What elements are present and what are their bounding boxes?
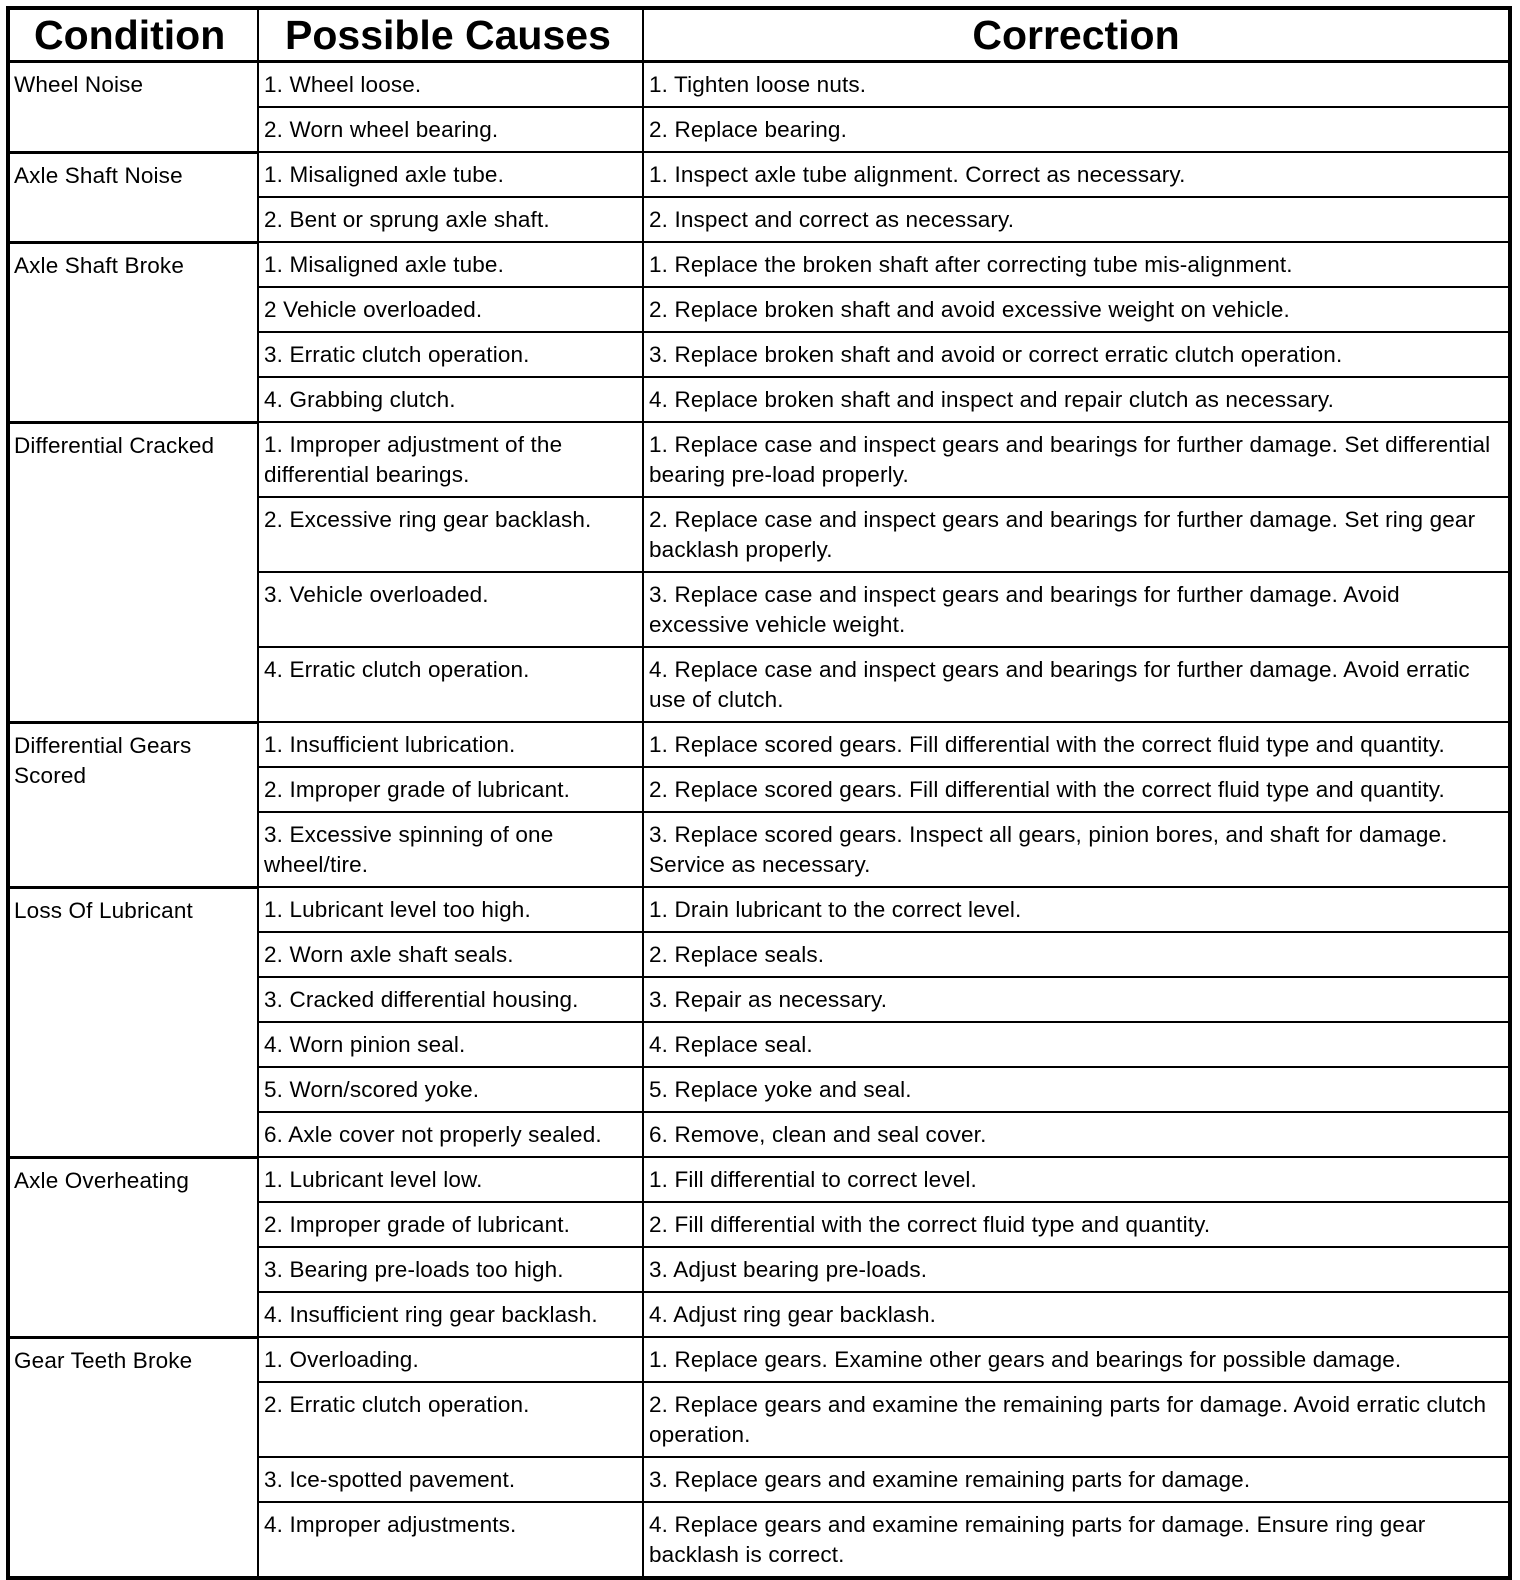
correction-cell: 3. Adjust bearing pre-loads. <box>643 1247 1510 1292</box>
cause-cell: 3. Ice-spotted pavement. <box>258 1457 643 1502</box>
correction-cell: 2. Replace broken shaft and avoid excessive weight on vehicle. <box>643 287 1510 332</box>
table-row <box>8 887 1510 932</box>
correction-cell: 1. Fill differential to correct level. <box>643 1157 1510 1202</box>
cause-cell: 4. Worn pinion seal. <box>258 1022 643 1067</box>
correction-cell: 4. Adjust ring gear backlash. <box>643 1292 1510 1337</box>
correction-cell: 6. Remove, clean and seal cover. <box>643 1112 1510 1157</box>
cause-cell: 1. Lubricant level too high. <box>258 887 643 932</box>
correction-cell: 2. Fill differential with the correct fluid type and quantity. <box>643 1202 1510 1247</box>
diagnosis-page <box>6 6 1508 1567</box>
correction-cell: 3. Repair as necessary. <box>643 977 1510 1022</box>
correction-cell: 1. Tighten loose nuts. <box>643 62 1510 108</box>
table-row <box>8 152 1510 197</box>
header-correction: Correction <box>643 8 1510 62</box>
condition-cell: Axle Overheating <box>8 1157 258 1337</box>
cause-cell: 3. Cracked differential housing. <box>258 977 643 1022</box>
condition-cell: Differential Cracked <box>8 422 258 722</box>
correction-cell: 3. Replace case and inspect gears and bearings for further damage. Avoid excessive vehicle weight. <box>643 572 1510 647</box>
header-possible-causes: Possible Causes <box>258 8 643 62</box>
correction-cell: 1. Replace case and inspect gears and bearings for further damage. Set differential bearing pre-load properly. <box>643 422 1510 497</box>
correction-cell: 4. Replace broken shaft and inspect and repair clutch as necessary. <box>643 377 1510 422</box>
table-row <box>8 242 1510 287</box>
condition-cell: Differential Gears Scored <box>8 722 258 887</box>
correction-cell: 1. Replace gears. Examine other gears and bearings for possible damage. <box>643 1337 1510 1382</box>
correction-cell: 2. Replace gears and examine the remaining parts for damage. Avoid erratic clutch operation. <box>643 1382 1510 1457</box>
table-row <box>8 62 1510 108</box>
correction-cell: 1. Inspect axle tube alignment. Correct as necessary. <box>643 152 1510 197</box>
table-row <box>8 1337 1510 1382</box>
table-row <box>8 1157 1510 1202</box>
correction-cell: 1. Replace scored gears. Fill differential with the correct fluid type and quantity. <box>643 722 1510 767</box>
cause-cell: 3. Erratic clutch operation. <box>258 332 643 377</box>
cause-cell: 3. Bearing pre-loads too high. <box>258 1247 643 1292</box>
cause-cell: 4. Insufficient ring gear backlash. <box>258 1292 643 1337</box>
condition-cell: Axle Shaft Broke <box>8 242 258 422</box>
cause-cell: 5. Worn/scored yoke. <box>258 1067 643 1112</box>
correction-cell: 5. Replace yoke and seal. <box>643 1067 1510 1112</box>
cause-cell: 6. Axle cover not properly sealed. <box>258 1112 643 1157</box>
cause-cell: 1. Insufficient lubrication. <box>258 722 643 767</box>
header-row <box>8 8 1510 62</box>
cause-cell: 4. Grabbing clutch. <box>258 377 643 422</box>
cause-cell: 2. Excessive ring gear backlash. <box>258 497 643 572</box>
correction-cell: 2. Replace case and inspect gears and bearings for further damage. Set ring gear backlash properly. <box>643 497 1510 572</box>
correction-cell: 2. Replace scored gears. Fill differential with the correct fluid type and quantity. <box>643 767 1510 812</box>
correction-cell: 2. Replace seals. <box>643 932 1510 977</box>
cause-cell: 2. Worn axle shaft seals. <box>258 932 643 977</box>
cause-cell: 2 Vehicle overloaded. <box>258 287 643 332</box>
cause-cell: 1. Misaligned axle tube. <box>258 152 643 197</box>
correction-cell: 2. Replace bearing. <box>643 107 1510 152</box>
condition-cell: Gear Teeth Broke <box>8 1337 258 1578</box>
cause-cell: 1. Overloading. <box>258 1337 643 1382</box>
cause-cell: 3. Vehicle overloaded. <box>258 572 643 647</box>
correction-cell: 2. Inspect and correct as necessary. <box>643 197 1510 242</box>
cause-cell: 4. Improper adjustments. <box>258 1502 643 1578</box>
correction-cell: 4. Replace case and inspect gears and bearings for further damage. Avoid erratic use of clutch. <box>643 647 1510 722</box>
table-body <box>8 62 1510 1579</box>
correction-cell: 3. Replace broken shaft and avoid or correct erratic clutch operation. <box>643 332 1510 377</box>
cause-cell: 1. Misaligned axle tube. <box>258 242 643 287</box>
correction-cell: 4. Replace gears and examine remaining parts for damage. Ensure ring gear backlash is correct. <box>643 1502 1510 1578</box>
header-condition: Condition <box>8 8 258 62</box>
cause-cell: 1. Wheel loose. <box>258 62 643 108</box>
cause-cell: 1. Lubricant level low. <box>258 1157 643 1202</box>
condition-cell: Axle Shaft Noise <box>8 152 258 242</box>
cause-cell: 2. Bent or sprung axle shaft. <box>258 197 643 242</box>
cause-cell: 2. Improper grade of lubricant. <box>258 1202 643 1247</box>
condition-cell: Wheel Noise <box>8 62 258 153</box>
diagnosis-table <box>6 6 1512 1580</box>
table-row <box>8 722 1510 767</box>
correction-cell: 1. Drain lubricant to the correct level. <box>643 887 1510 932</box>
correction-cell: 3. Replace scored gears. Inspect all gears, pinion bores, and shaft for damage. Service as necessary. <box>643 812 1510 887</box>
correction-cell: 4. Replace seal. <box>643 1022 1510 1067</box>
cause-cell: 2. Improper grade of lubricant. <box>258 767 643 812</box>
cause-cell: 2. Erratic clutch operation. <box>258 1382 643 1457</box>
cause-cell: 1. Improper adjustment of the differential bearings. <box>258 422 643 497</box>
cause-cell: 2. Worn wheel bearing. <box>258 107 643 152</box>
correction-cell: 1. Replace the broken shaft after correcting tube mis-alignment. <box>643 242 1510 287</box>
table-row <box>8 422 1510 497</box>
cause-cell: 4. Erratic clutch operation. <box>258 647 643 722</box>
cause-cell: 3. Excessive spinning of one wheel/tire. <box>258 812 643 887</box>
correction-cell: 3. Replace gears and examine remaining parts for damage. <box>643 1457 1510 1502</box>
condition-cell: Loss Of Lubricant <box>8 887 258 1157</box>
